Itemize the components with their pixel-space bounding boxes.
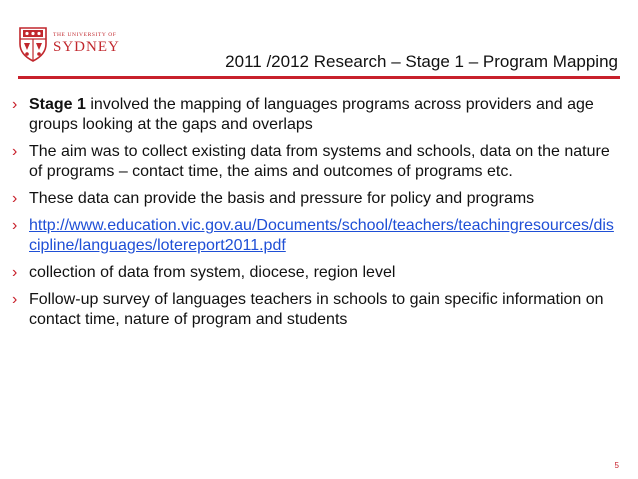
chevron-right-icon: › — [12, 190, 18, 207]
bullet-item-survey — [12, 290, 620, 330]
bullet-item-basis — [12, 189, 620, 209]
chevron-right-icon: › — [12, 96, 18, 113]
slide-title: 2011 /2012 Research – Stage 1 – Program Mapping — [225, 52, 618, 71]
report-link[interactable]: http://www.education.vic.gov.au/Documents/school/teachers/teachingresources/discipline/languages/lotereport2011.pdf — [29, 217, 614, 254]
title-divider — [18, 76, 620, 79]
bullet-item-link — [12, 216, 620, 256]
chevron-right-icon: › — [12, 291, 18, 308]
university-logo — [18, 24, 140, 64]
crest-icon — [18, 26, 48, 62]
bullet-emphasis: Stage 1 — [29, 96, 86, 113]
page-number: 5 — [614, 461, 619, 470]
bullet-text: involved the mapping of languages programs across providers and age groups looking at the gaps and overlaps — [29, 96, 594, 133]
bullet-text: These data can provide the basis and pressure for policy and programs — [29, 190, 535, 207]
bullet-item-stage-1 — [12, 95, 620, 135]
bullet-text: collection of data from system, diocese, region level — [29, 264, 396, 281]
chevron-right-icon: › — [12, 264, 18, 281]
logo-line-1: THE UNIVERSITY OF — [53, 32, 117, 39]
bullet-text: The aim was to collect existing data from systems and schools, data on the nature of programs – contact time, the aims and outcomes of programs etc. — [29, 143, 610, 180]
chevron-right-icon: › — [12, 143, 18, 160]
bullet-list — [12, 95, 620, 337]
bullet-text: Follow-up survey of languages teachers in schools to gain specific information on contact time, nature of program and students — [29, 291, 604, 328]
bullet-item-aim — [12, 142, 620, 182]
logo-line-2: SYDNEY — [53, 38, 120, 55]
logo-wordmark — [53, 33, 120, 55]
bullet-item-collection — [12, 263, 620, 283]
chevron-right-icon: › — [12, 217, 18, 234]
